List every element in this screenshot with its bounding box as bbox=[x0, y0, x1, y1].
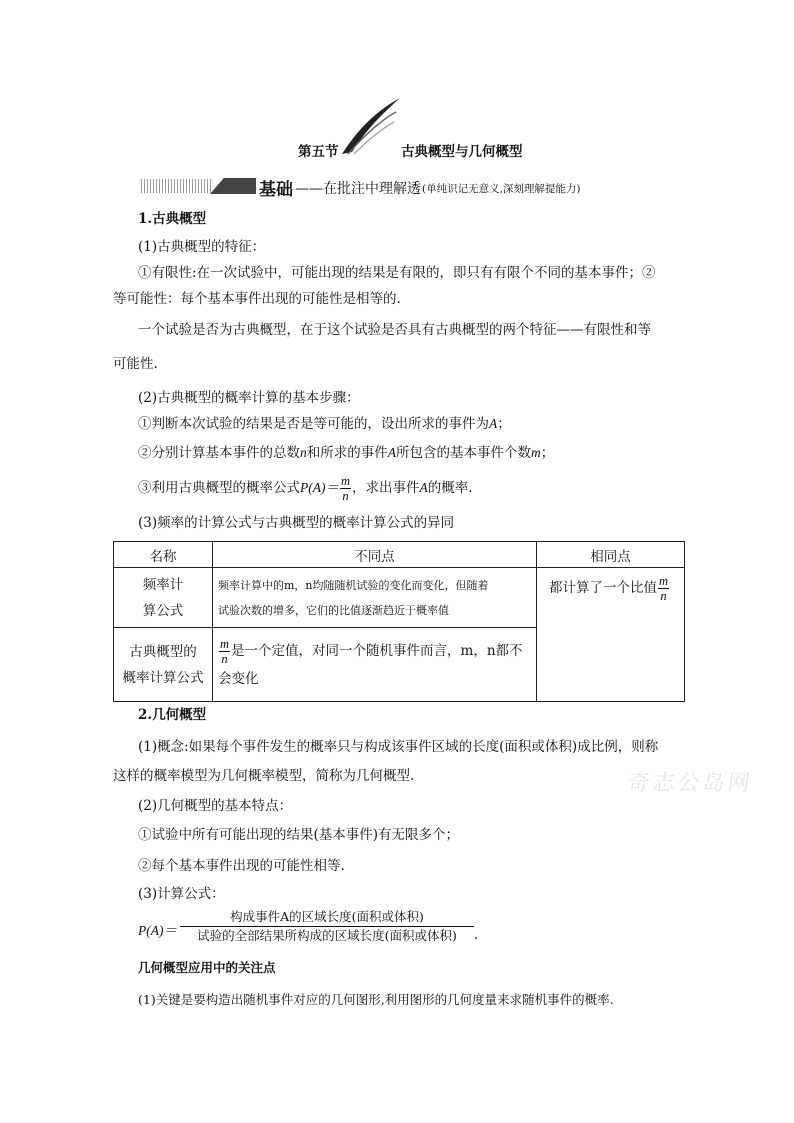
banner-main: 基础 bbox=[259, 180, 293, 200]
same-frac-den: n bbox=[660, 589, 667, 603]
same-fraction bbox=[658, 574, 669, 603]
header-same: 相同点 bbox=[537, 542, 685, 568]
row2-diff-line2: 会变化 bbox=[218, 671, 259, 687]
geometric-concept-line1: (1)概念:如果每个事件发生的概率只与构成该事件区域的长度(面积或体积)成比例，则称 bbox=[138, 739, 659, 755]
section-number: 第五节 bbox=[298, 144, 339, 160]
row2-diff bbox=[213, 628, 537, 702]
geometric-concept-line2: 这样的概率模型为几何概率模型，简称为几何概型. bbox=[113, 768, 415, 784]
formula-end: . bbox=[474, 927, 479, 943]
classical-feature-line2: 等可能性：每个基本事件出现的可能性是相等的. bbox=[113, 291, 401, 307]
geometric-feature1: ①试验中所有可能出现的结果(基本事件)有无限多个； bbox=[138, 827, 460, 843]
classical-judge-line2: 可能性. bbox=[113, 356, 158, 372]
row2-frac-num: m bbox=[220, 637, 230, 651]
step3-frac-den: n bbox=[342, 489, 349, 503]
row2-name-line1: 古典概型的 bbox=[129, 643, 197, 660]
formula-lhs-text: P(A)＝ bbox=[138, 923, 177, 938]
step2-end: ； bbox=[540, 445, 555, 461]
row2-fraction bbox=[219, 637, 230, 666]
classical-step1 bbox=[138, 415, 511, 433]
table-header-row bbox=[114, 542, 685, 568]
step2-text-c: 所包含的基本事件个数 bbox=[396, 445, 531, 461]
classical-features-heading: (1)古典概型的特征： bbox=[138, 239, 266, 255]
geometric-feature2: ②每个基本事件出现的可能性相等. bbox=[138, 858, 345, 874]
step1-var: A bbox=[489, 416, 498, 431]
same-text: 都计算了一个比值 bbox=[549, 580, 657, 596]
classical-judge-line1: 一个试验是否为古典概型，在于这个试验是否具有古典概型的两个特征——有限性和等 bbox=[138, 322, 651, 338]
geometric-formula-lhs bbox=[138, 919, 177, 939]
row1-name bbox=[114, 568, 213, 628]
step1-text: ①判断本次试验的结果是否是等可能的，设出所求的事件为 bbox=[138, 416, 489, 432]
step2-text-a: ②分别计算基本事件的总数 bbox=[138, 445, 300, 461]
heading-classical: 1.古典概型 bbox=[138, 211, 207, 227]
banner-dots bbox=[141, 179, 211, 193]
step1-end: ； bbox=[497, 416, 511, 432]
comparison-table bbox=[113, 541, 685, 702]
row2-frac-den: n bbox=[221, 652, 228, 666]
swoosh-logo bbox=[338, 96, 404, 158]
row2-name bbox=[114, 628, 213, 702]
step2-var-a: A bbox=[387, 445, 396, 460]
row2-name-line2: 概率计算公式 bbox=[122, 669, 204, 686]
row1-name-line2: 算公式 bbox=[142, 602, 184, 619]
heading-geometric: 2.几何概型 bbox=[138, 707, 207, 723]
row2-diff-line1-wrap bbox=[218, 637, 536, 666]
banner-bar bbox=[210, 178, 256, 194]
step3-formula-lhs: P(A)＝ bbox=[300, 480, 339, 495]
step2-var-m: m bbox=[531, 445, 541, 460]
formula-denominator: 试验的全部结果所构成的区域长度(面积或体积) bbox=[197, 928, 457, 943]
step3-frac-num: m bbox=[340, 474, 351, 488]
geometric-formula-fraction bbox=[180, 909, 474, 944]
step2-text-b: 和所求的事件 bbox=[306, 445, 388, 461]
row1-diff-line2: 试验次数的增多，它们的比值逐渐趋近于概率值 bbox=[218, 603, 449, 617]
focus-point-1: (1)关键是要构造出随机事件对应的几何图形,利用图形的几何度量来求随机事件的概率. bbox=[138, 992, 614, 1007]
geometric-features-heading: (2)几何概型的基本特点： bbox=[138, 798, 293, 814]
header-name: 名称 bbox=[114, 542, 213, 568]
step3-text-a: ③利用古典概型的概率公式 bbox=[138, 480, 300, 496]
classical-compare-heading: (3)频率的计算公式与古典概型的概率计算公式的异同 bbox=[138, 515, 455, 531]
section-title: 古典概型与几何概型 bbox=[401, 144, 523, 160]
row1-diff-line1: 频率计算中的m，n均随随机试验的变化而变化，但随着 bbox=[218, 578, 489, 592]
step3-fraction bbox=[340, 474, 351, 503]
row1-diff bbox=[213, 568, 537, 628]
step3-text-b: ，求出事件 bbox=[352, 480, 420, 496]
step3-var-a: A bbox=[419, 480, 428, 495]
geometric-formula-heading: (3)计算公式： bbox=[138, 886, 225, 902]
classical-feature-line1: ①有限性:在一次试验中，可能出现的结果是有限的，即只有有限个不同的基本事件；② bbox=[138, 265, 656, 281]
classical-steps-heading: (2)古典概型的概率计算的基本步骤： bbox=[138, 390, 360, 406]
formula-numerator: 构成事件A的区域长度(面积或体积) bbox=[180, 909, 474, 927]
classical-step2 bbox=[138, 444, 554, 462]
same-cell bbox=[537, 568, 685, 702]
classical-step3 bbox=[138, 474, 473, 503]
banner-sub: ——在批注中理解透 bbox=[295, 181, 421, 197]
row1-name-line1: 频率计 bbox=[142, 576, 184, 593]
focus-heading: 几何概型应用中的关注点 bbox=[138, 960, 276, 975]
header-diff: 不同点 bbox=[213, 542, 537, 568]
step2-var-n: n bbox=[300, 445, 307, 460]
row2-diff-line1: 是一个定值，对同一个随机事件而言，m，n都不 bbox=[231, 643, 523, 659]
banner-note: (单纯识记无意义,深刻理解提能力) bbox=[422, 183, 581, 195]
same-frac-num: m bbox=[659, 574, 669, 588]
table-row bbox=[114, 568, 685, 628]
watermark: 奇志公岛网 bbox=[625, 771, 755, 796]
step3-text-c: 的概率. bbox=[427, 480, 473, 496]
